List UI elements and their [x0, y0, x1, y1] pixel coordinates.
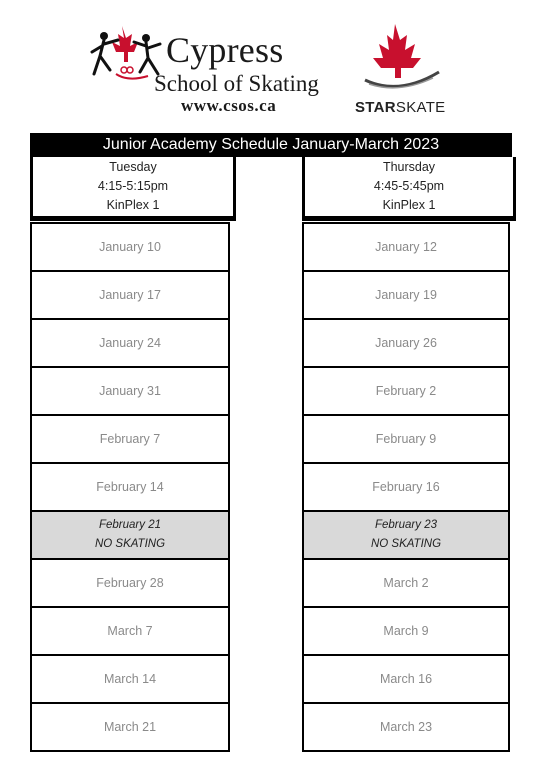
table-row: March 23: [302, 704, 510, 752]
thursday-header: [302, 157, 516, 221]
logo-subtitle: School of Skating: [154, 71, 319, 96]
table-row: January 12: [302, 224, 510, 272]
maple-leaf-swoosh-icon: [355, 22, 447, 98]
schedule-title: Junior Academy Schedule January-March 2023: [30, 133, 512, 157]
day-label: Thursday: [382, 160, 436, 174]
table-row: January 26: [302, 320, 510, 368]
table-row: March 16: [302, 656, 510, 704]
row-date: February 21: [98, 519, 161, 531]
table-row: February 9: [302, 416, 510, 464]
table-row: February 14: [30, 464, 230, 512]
time-label: 4:45-5:45pm: [373, 179, 445, 193]
thursday-dates: [302, 222, 510, 752]
location-label: KinPlex 1: [106, 198, 160, 212]
table-row: March 14: [30, 656, 230, 704]
table-row: February 28: [30, 560, 230, 608]
row-date: February 23: [374, 519, 437, 531]
starskate-bold: STAR: [355, 99, 396, 116]
logo-title: Cypress: [166, 30, 284, 70]
starskate-rest: SKATE: [395, 99, 446, 116]
tuesday-column: [30, 157, 254, 752]
table-row: March 9: [302, 608, 510, 656]
day-label: Tuesday: [109, 160, 157, 174]
no-skating-note: NO SKATING: [370, 538, 442, 550]
no-skating-row: [302, 512, 510, 560]
table-row: February 2: [302, 368, 510, 416]
cypress-logo: [88, 22, 328, 118]
tuesday-header: [30, 157, 236, 221]
table-row: February 16: [302, 464, 510, 512]
table-row: March 21: [30, 704, 230, 752]
time-label: 4:15-5:15pm: [97, 179, 169, 193]
table-row: January 31: [30, 368, 230, 416]
table-row: January 10: [30, 224, 230, 272]
table-row: January 24: [30, 320, 230, 368]
no-skating-row: [30, 512, 230, 560]
table-row: January 19: [302, 272, 510, 320]
logo-url: www.csos.ca: [181, 96, 277, 115]
no-skating-note: NO SKATING: [94, 538, 166, 550]
tuesday-dates: [30, 222, 230, 752]
table-row: February 7: [30, 416, 230, 464]
table-row: March 2: [302, 560, 510, 608]
table-row: January 17: [30, 272, 230, 320]
table-row: March 7: [30, 608, 230, 656]
thursday-column: [302, 157, 510, 752]
starskate-wordmark: [355, 100, 446, 116]
location-label: KinPlex 1: [382, 198, 436, 212]
starskate-logo: [355, 22, 447, 118]
